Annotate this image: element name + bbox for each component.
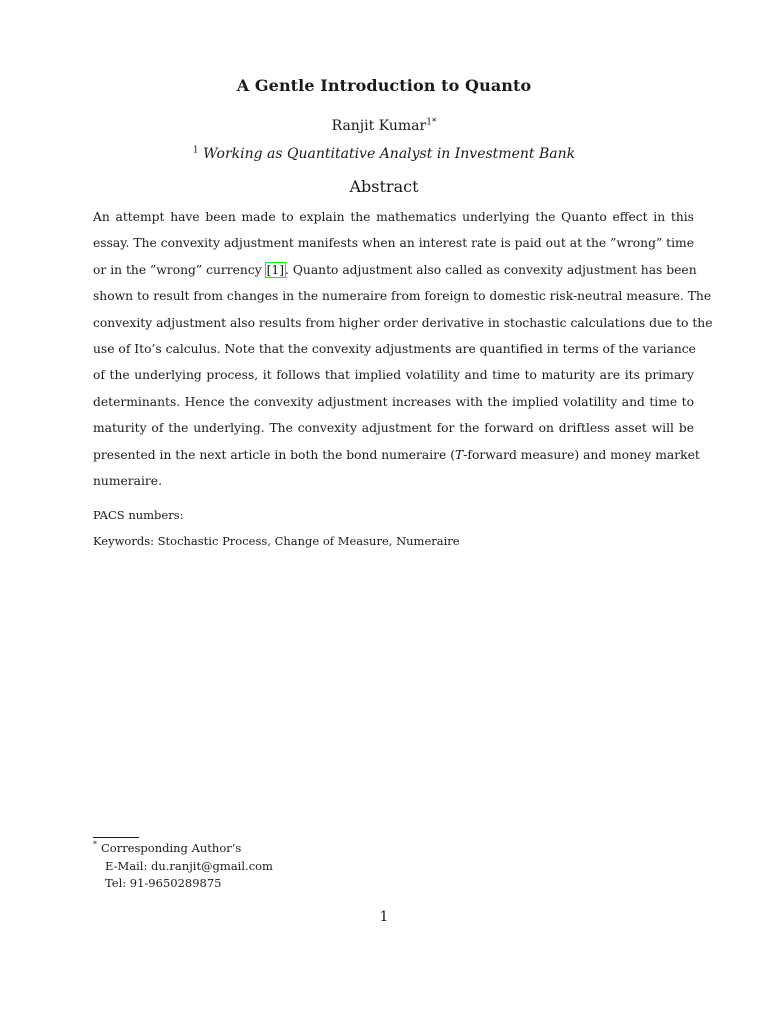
footnote-line: [93, 840, 273, 858]
footnote: [93, 840, 273, 893]
page-number: 1: [379, 909, 389, 925]
affiliation-marker: 1: [192, 145, 199, 156]
abstract-line: numeraire.: [93, 474, 162, 489]
abstract-line: shown to result from changes in the numeraire from foreign to domestic risk-neutral measure. The: [93, 289, 712, 304]
footnote-tel: Tel: 91-9650289875: [105, 876, 222, 890]
abstract-line: [93, 257, 697, 283]
abstract-line: [93, 442, 700, 468]
abstract-line: use of Ito’s calculus. Note that the convexity adjustments are quantified in terms of the variance: [93, 342, 696, 357]
abstract-line: of the underlying process, it follows that implied volatility and time to maturity are its primary: [93, 368, 694, 383]
footnote-rule: [93, 837, 139, 838]
abstract-text: . Quanto adjustment also called as convexity adjustment has been: [285, 262, 697, 277]
math-symbol: T: [455, 447, 464, 462]
abstract-text: or in the ”wrong” currency: [93, 262, 266, 277]
author-name: Ranjit Kumar: [331, 118, 427, 134]
footnote-email: E-Mail: du.ranjit@gmail.com: [105, 858, 273, 873]
footnote-label: Corresponding Author’s: [101, 841, 242, 855]
author-marker: 1*: [426, 117, 437, 128]
abstract-line: determinants. Hence the convexity adjustment increases with the implied volatility and time to: [93, 394, 694, 409]
affiliation-line: [0, 146, 768, 162]
abstract-line: An attempt have been made to explain the mathematics underlying the Quanto effect in this: [93, 210, 694, 224]
abstract-text: presented in the next article in both the bond numeraire (: [93, 447, 456, 462]
footnote-marker: *: [93, 840, 97, 850]
abstract-text: -forward measure) and money market: [463, 447, 700, 462]
abstract-line: essay. The convexity adjustment manifests when an interest rate is paid out at the ”wrong” time: [93, 236, 694, 251]
abstract-line: convexity adjustment also results from higher order derivative in stochastic calculations due to the: [93, 315, 713, 330]
affiliation-text: Working as Quantitative Analyst in Investment Bank: [203, 146, 576, 162]
citation-link[interactable]: [1]: [266, 262, 285, 277]
paper-title: A Gentle Introduction to Quanto: [236, 76, 532, 95]
abstract-heading: Abstract: [349, 177, 419, 196]
abstract-line: maturity of the underlying. The convexity adjustment for the forward on driftless asset will be: [93, 421, 694, 436]
author-line: [0, 118, 768, 134]
abstract-body: [93, 204, 713, 494]
keywords: Keywords: Stochastic Process, Change of Measure, Numeraire: [93, 534, 460, 548]
pacs-numbers: PACS numbers:: [93, 508, 184, 522]
